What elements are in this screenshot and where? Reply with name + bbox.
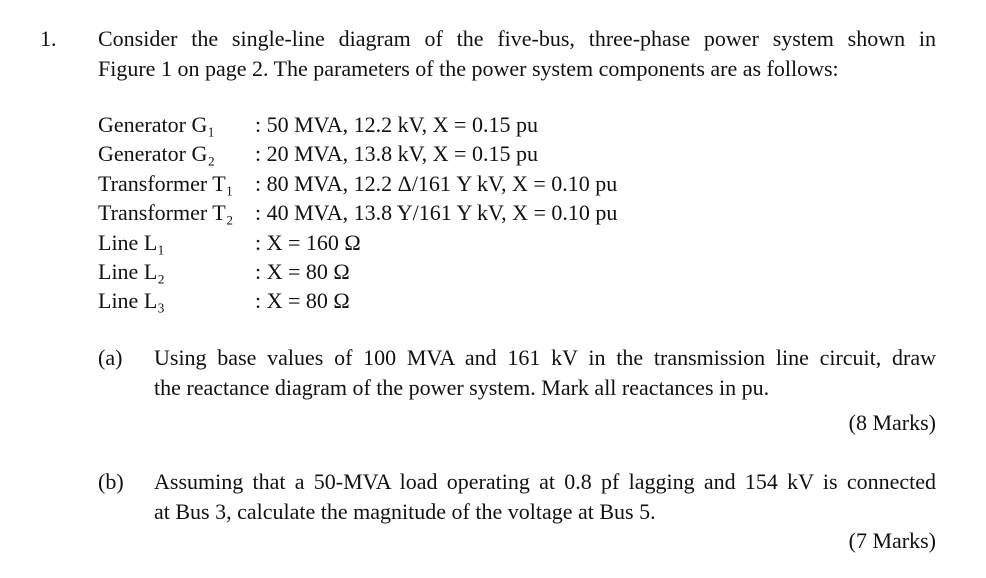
parameter-value: : X = 160 Ω [255, 229, 361, 255]
parameter-row-l1 [98, 228, 617, 257]
parameter-name: Line L₁ [98, 229, 165, 255]
parameter-row-t1 [98, 169, 617, 198]
parameter-name: Line L₂ [98, 258, 165, 284]
part-a-text [154, 343, 936, 403]
part-a-line-1: Using base values of 100 MVA and 161 kV in the transmission line circuit, draw [154, 345, 936, 370]
parameter-value: : X = 80 Ω [255, 288, 350, 314]
parameter-row-t2 [98, 198, 617, 227]
part-b-marks: (7 Marks) [848, 528, 936, 553]
parameter-name: Transformer T₂ [98, 200, 234, 226]
parameter-name: Generator G₁ [98, 112, 216, 137]
part-b-line-1: Assuming that a 50-MVA load operating at 0.8 pf lagging and 154 kV is connected [154, 469, 936, 494]
parameter-value: : 80 MVA, 12.2 Δ/161 Y kV, X = 0.10 pu [255, 170, 618, 196]
part-a-label: (a) [98, 345, 123, 370]
part-b-line-2: at Bus 3, calculate the magnitude of the voltage at Bus 5. [154, 499, 656, 524]
part-a-line-2: the reactance diagram of the power system. Mark all reactances in pu. [154, 375, 770, 400]
intro-line-2: Figure 1 on page 2. The parameters of the power system components are as follows: [98, 56, 839, 81]
parameter-value: : 20 MVA, 13.8 kV, X = 0.15 pu [255, 141, 538, 167]
parameter-row-g2 [98, 139, 617, 168]
question-intro [98, 24, 936, 84]
parameter-row-l3 [98, 286, 617, 315]
parameter-value: : 40 MVA, 13.8 Y/161 Y kV, X = 0.10 pu [255, 200, 618, 226]
part-b-text [154, 467, 936, 527]
parameter-name: Transformer T₁ [98, 170, 234, 196]
parameter-value: : 50 MVA, 12.2 kV, X = 0.15 pu [255, 112, 538, 137]
parameter-name: Line L₃ [98, 288, 165, 314]
parameter-value: : X = 80 Ω [255, 258, 350, 284]
parameter-row-l2 [98, 257, 617, 286]
intro-line-1: Consider the single-line diagram of the five-bus, three-phase power system shown in [98, 26, 936, 51]
question-number: 1. [40, 26, 57, 51]
parameter-list [98, 110, 617, 316]
parameter-row-g1 [98, 110, 617, 139]
part-b-label: (b) [98, 469, 124, 494]
part-a-marks: (8 Marks) [848, 410, 936, 435]
parameter-name: Generator G₂ [98, 141, 216, 167]
